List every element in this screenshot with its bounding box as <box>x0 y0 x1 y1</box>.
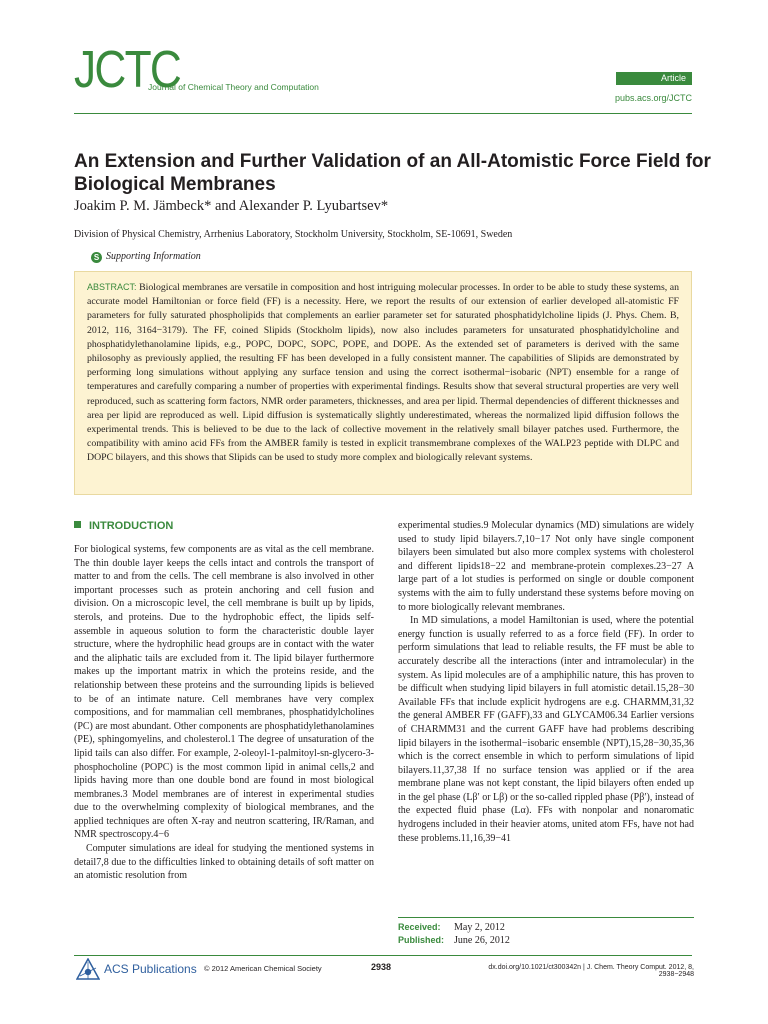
paragraph: For biological systems, few components are as vital as the cell membrane. The thin double layer keeps the cells intact and controls the transport of matter to and from the cells. The cell membrane is also involved in other important processes such as protein anchoring and cell fusion and division. On a microscopic level, the cell membrane is built up by lipids, sterols, and proteins. Due to the hydrophobic effect, the lipids self-assemble in aqueous solution to form the characteristic double layer structure, where the hydrophilic head groups are in contact with the water and the aliphatic tails are excluded from it. The lipid bilayer furthermore makes up the important matrix in which the proteins reside, and the relationship between these proteins and the surrounding lipids is believed to be of an intimate nature. Cell membranes have very complex compositions, and for mammalian cell membranes, phosphatidylcholines (PC) are most abundant. Other components are phosphatidylethanolamines (PE), sphingomyelins, and cholesterol.1 The degree of unsaturation of the lipid tails can also differ. For example, 2-oleoyl-1-palmitoyl-sn-glycero-3-phosphocholine (POPC) is the most common lipid in animal cells,2 and lipids having more than one double bond are found in most biological membranes.3 Model membranes are of interest in experimental studies due to the overwhelming complexity of biological membranes, and the applied techniques are often X-ray and neutron scattering, IR/Raman, and NMR spectroscopy.4−6 <box>74 544 374 841</box>
affiliation: Division of Physical Chemistry, Arrhenius Laboratory, Stockholm University, Stockholm, SE-10691, Sweden <box>74 229 513 240</box>
publisher-name: ACS Publications <box>104 962 197 976</box>
supporting-info-link[interactable]: Supporting Information <box>106 251 201 262</box>
article-type-badge: Article <box>616 72 692 85</box>
section-square-icon <box>74 521 81 528</box>
author-list: Joakim P. M. Jämbeck* and Alexander P. Lyubartsev* <box>74 198 389 214</box>
published-value: June 26, 2012 <box>454 935 510 946</box>
journal-url-link[interactable]: pubs.acs.org/JCTC <box>614 93 692 103</box>
received-label: Received: <box>398 922 441 932</box>
footer-divider <box>74 955 692 956</box>
left-column <box>74 543 374 883</box>
section-heading-text: INTRODUCTION <box>89 520 174 532</box>
journal-name: Journal of Chemical Theory and Computation <box>148 82 319 92</box>
published-label: Published: <box>398 935 445 945</box>
copyright-notice: © 2012 American Chemical Society <box>204 964 322 973</box>
page-number: 2938 <box>371 962 392 972</box>
dates-divider <box>398 917 694 918</box>
header-divider <box>74 113 692 114</box>
received-value: May 2, 2012 <box>454 922 505 933</box>
right-column <box>398 519 694 845</box>
acs-logo-icon <box>76 958 100 980</box>
section-heading <box>74 520 173 532</box>
received-date <box>398 922 505 933</box>
paragraph: experimental studies.9 Molecular dynamics (MD) simulations are widely used to study lipid bilayers.7,10−17 Not only have single component bilayers been simulated but also more complex systems with cholesterol and different lipids18−22 and membrane-protein complexes.23−27 A large part of a lot studies is performed on single or double component systems with the aim to fully understand these systems before moving on to more biologically relevant membranes. <box>398 520 694 613</box>
abstract-box <box>74 271 692 495</box>
journal-logo: JCTC <box>74 41 181 99</box>
doi-citation-link[interactable]: dx.doi.org/10.1021/ct300342n | J. Chem. Theory Comput. 2012, 8, 2938−2948 <box>488 964 694 978</box>
paragraph: In MD simulations, a model Hamiltonian is used, where the potential energy function is usually referred to as a force field (FF). In order to perform simulations that lead to reliable results, the FF must be able to accurately describe all the interactions (inter and intramolecular) in the system. As lipid molecules are of a amphiphilic nature, this has proven to be difficult when studying lipid bilayers in full atomistic detail.15,28−30 Available FFs that include explicit hydrogens are e.g. CHARMM,31,32 the general AMBER FF (GAFF),33 and GLYCAM06.34 Earlier versions of CHARMM31 and the current GAFF have had problems describing lipid bilayers in the isothermal−isobaric ensemble (NPT),15,28−30,35,36 which is the correct ensemble in which to perform simulations of lipid bilayers.11,37,38 If no surface tension was applied or if the area membrane plane was not kept constant, the lipid bilayers often ended up in the gel phase (Lβ′ or Lβ) or the so-called rippled phase (Pβ′), instead of the expected fluid phase (Lα). FFs with nonpolar and nonaromatic hydrogens included in their heavier atoms, united atom FFs, have not had these problems.11,16,39−41 <box>398 615 694 844</box>
published-date <box>398 935 510 946</box>
supporting-info-icon[interactable]: S <box>91 252 102 263</box>
paragraph: Computer simulations are ideal for studying the mentioned systems in detail7,8 due to the difficulties linked to obtaining details of soft matter on an atomistic resolution from <box>74 843 374 882</box>
article-title: An Extension and Further Validation of an All-Atomistic Force Field for Biological Membranes <box>74 151 711 195</box>
abstract-label: ABSTRACT: <box>87 282 137 292</box>
abstract-text: Biological membranes are versatile in composition and host intriguing molecular processes. In order to be able to study these systems, an accurate model Hamiltonian or force field (FF) is a necessity. Here, we report the results of our extension of earlier developed all-atomistic FF parameters for fully saturated phospholipids that complements an earlier parameter set for saturated phosphatidylcholine lipids (J. Phys. Chem. B, 2012, 116, 3164−3179). The FF, coined Slipids (Stockholm lipids), now also includes parameters for unsaturated phosphatidylcholine and phosphatidylethanolamine lipids, e.g., POPC, DOPC, SOPC, POPE, and DOPE. As the extended set of parameters is derived with the same philosophy as previously applied, the resulting FF has been developed in a fully consistent manner. The capabilities of Slipids are demonstrated by performing long simulations without applying any surface tension and using the correct isothermal−isobaric (NPT) ensemble for a range of temperatures and carefully comparing a number of properties with experimental findings. Results show that several structural properties are very well reproduced, such as scattering form factors, NMR order parameters, thicknesses, and area per lipid. Thermal dependencies of different thicknesses and area per lipid are reproduced as well. Lipid diffusion is systematically slightly underestimated, whereas the normalized lipid diffusion follows the experimental trends. This is believed to be due to the lack of collective movement in the relatively small bilayer patches used. Furthermore, the compatibility with amino acid FFs from the AMBER family is tested in explicit transmembrane complexes of the WALP23 peptide with DLPC and DOPC bilayers, and this shows that Slipids can be used to study more complex and biologically relevant systems. <box>87 282 680 464</box>
